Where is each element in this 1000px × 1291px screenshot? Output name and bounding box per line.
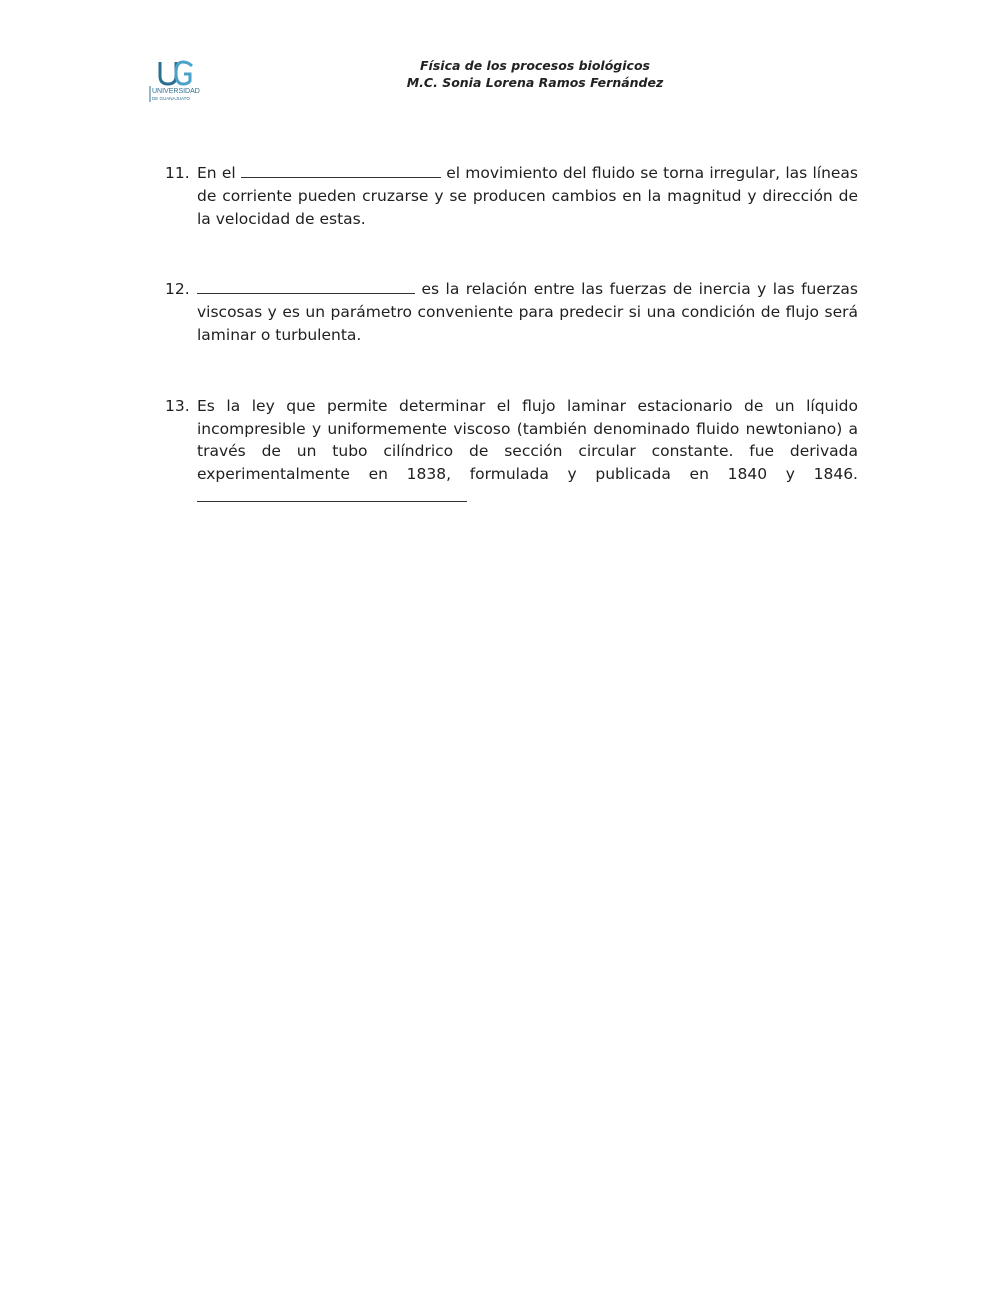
question-13 bbox=[165, 395, 858, 509]
course-title: Física de los procesos biológicos bbox=[420, 58, 650, 73]
question-text bbox=[197, 395, 858, 509]
logo-line1: UNIVERSIDAD bbox=[152, 88, 200, 95]
question-text bbox=[197, 278, 858, 346]
question-list bbox=[165, 162, 858, 509]
answer-blank[interactable] bbox=[197, 486, 467, 502]
question-12 bbox=[165, 278, 858, 346]
question-number: 12. bbox=[165, 280, 190, 299]
university-logo bbox=[148, 58, 208, 104]
instructor-name: M.C. Sonia Lorena Ramos Fernández bbox=[406, 75, 664, 90]
answer-blank[interactable] bbox=[197, 278, 415, 294]
question-text-start: Es la ley que permite determinar el flujo laminar estacionario de un líquido incompresible y uniformemente viscoso (también denominado fluido newtoniano) a través de un tubo cilíndrico de sección circular constante. fue derivada experimentalmente en 1838, formulada y publicada en 1840 y 1846. bbox=[197, 396, 858, 484]
question-text-end: es la relación entre las fuerzas de inercia y las fuerzas viscosas y es un parámetro conveniente para predecir si una condición de flujo será laminar o turbulenta. bbox=[197, 280, 858, 344]
question-text-start: En el bbox=[197, 164, 236, 182]
question-text bbox=[197, 162, 858, 230]
question-number: 11. bbox=[165, 164, 190, 182]
university-logo-mark bbox=[148, 58, 208, 104]
document-header bbox=[300, 57, 770, 91]
question-text-end: el movimiento del fluido se torna irregular, las líneas de corriente pueden cruzarse y se producen cambios en la magnitud y dirección de la velocidad de estas. bbox=[197, 164, 858, 228]
answer-blank[interactable] bbox=[241, 162, 441, 178]
question-number: 13. bbox=[165, 396, 190, 415]
question-11 bbox=[165, 162, 858, 230]
logo-line2: DE GUANAJUATO bbox=[152, 96, 190, 101]
